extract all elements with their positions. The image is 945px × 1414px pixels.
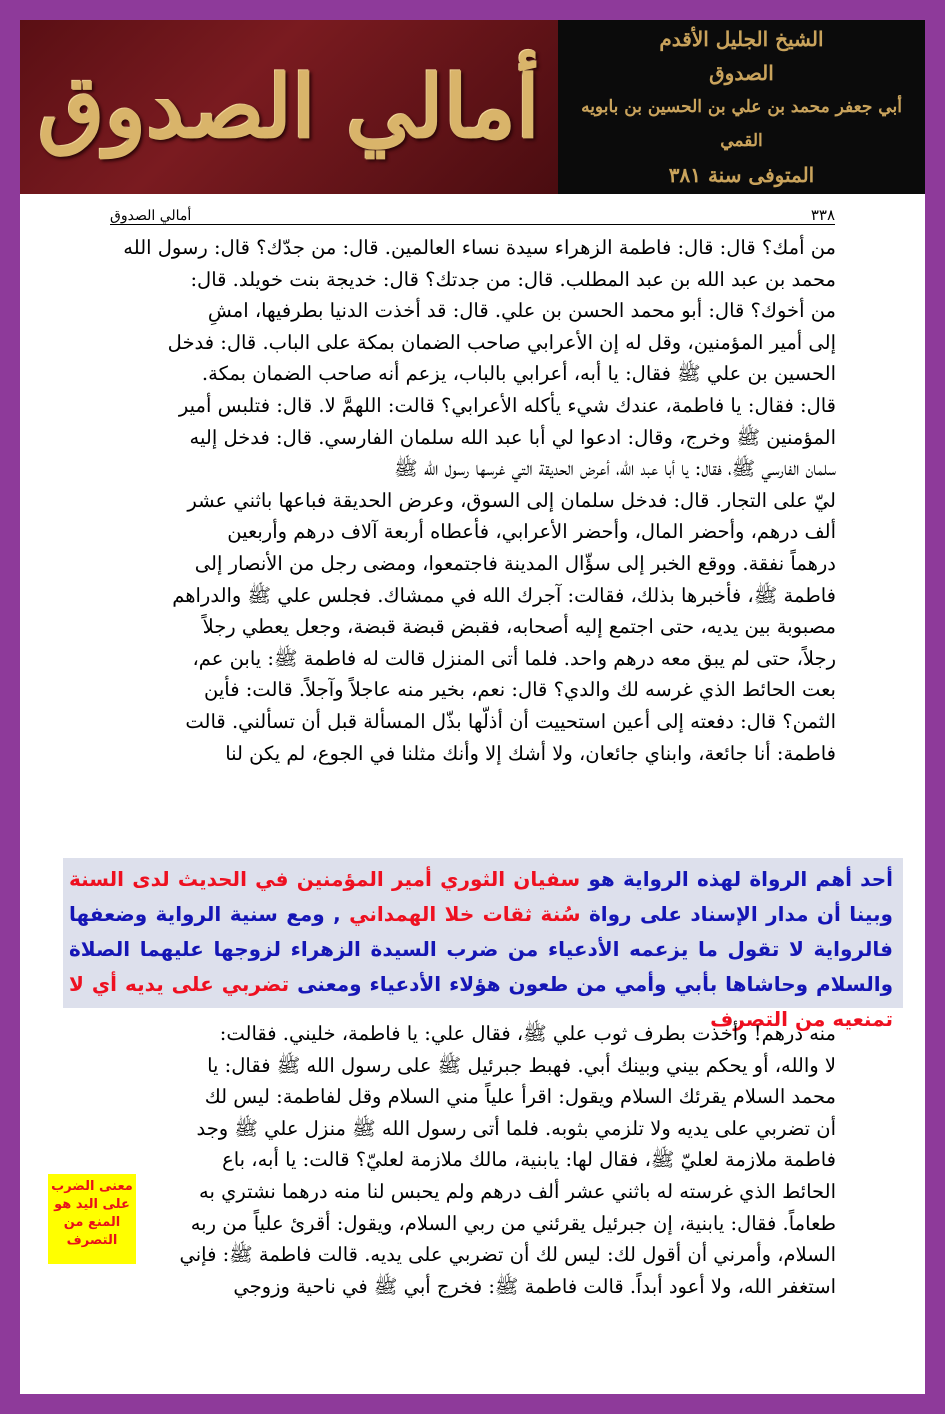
- text-line: محمد بن عبد الله بن عبد المطلب. قال: من جدتك؟ قال: خديجة بنت خويلد. قال:: [190, 267, 836, 291]
- text-line: فاطمة: أنا جائعة، وابناي جائعان، ولا أشك إلا وأنك مثلنا في الجوع، لم يكن لنا: [225, 741, 836, 765]
- text-line: استغفر الله، ولا أعود أبداً. قالت فاطمة ﷺ: فخرج أبي ﷺ في ناحية وزوجي: [233, 1274, 836, 1298]
- text-line: المؤمنين ﷺ وخرج، وقال: ادعوا لي أبا عبد الله سلمان الفارسي. قال: فدخل إليه: [189, 425, 836, 449]
- text-line: فاطمة ﷺ، فأخبرها بذلك، فقالت: آجرك الله في ممشاك. فجلس علي ﷺ والدراهم: [172, 583, 836, 607]
- text-line: سلمان الفارسي ﷺ، فقال: يا أبا عبد الله، أعرض الحديقة التي غرسها رسول الله ﷺ: [394, 457, 836, 481]
- author-line: الصدوق: [709, 61, 774, 85]
- text-top: [108, 232, 836, 769]
- note-segment: فالرواية لا تقول ما يزعمه الأدعياء من ضرب السيدة الزهراء لزوجها: [213, 937, 894, 961]
- text-line: قال: فقال: يا فاطمة، عندك شيء يأكله الأعرابي؟ قالت: اللهمَّ لا. قال: فتلبس أمير: [178, 393, 836, 417]
- text-line: منه درهم! وأخذت بطرف ثوب علي ﷺ، فقال علي: يا فاطمة، خليني. فقالت:: [219, 1022, 836, 1045]
- side-note: معنى الضرب على اليد هو المنع من التصرف: [48, 1174, 136, 1264]
- text-line: رجلاً، حتى لم يبق معه درهم واحد. فلما أتى المنزل قالت له فاطمة ﷺ: يابن عم،: [192, 646, 836, 670]
- text-bottom: [120, 1018, 836, 1302]
- book-title: أمالي الصدوق: [20, 20, 558, 194]
- text-line: السلام، وأمرني أن أقول لك: ليس لك أن تضربي على يديه. قالت فاطمة ﷺ: فإني: [179, 1243, 836, 1267]
- note-segment: عليهما الصلاة والسلام وحاشاها بأبي وأمي من طعون هؤلاء الأدعياء: [69, 937, 894, 996]
- text-line: محمد السلام يقرئك السلام ويقول: اقرأ علياً مني السلام وقل لفاطمة: ليس لك: [204, 1085, 836, 1109]
- note-segment: سفيان الثوري أمير المؤمنين في الحديث لدى السنة: [69, 867, 581, 891]
- note-segment: وبينا أن مدار الإسناد على رواة: [588, 902, 893, 926]
- text-line: فاطمة ملازمة لعليّ ﷺ، فقال لها: يابنية، مالك ملازمة لعليّ؟ قالت: يا أبه، باع: [222, 1148, 836, 1172]
- note-segment: ومعنى: [297, 972, 362, 996]
- text-line: طعاماً. فقال: يابنية، إن جبرئيل يقرئني من ربي السلام، ويقول: أقرئ علياً من ربه: [190, 1211, 836, 1235]
- page-header: [110, 200, 835, 225]
- running-title: أمالي الصدوق: [110, 208, 192, 224]
- note-segment: سُنة ثقات خلا الهمداني: [349, 902, 581, 926]
- author-plate: [558, 20, 925, 194]
- text-line: بعت الحائط الذي غرسه لك والدي؟ قال: نعم، بخير منه عاجلاً وآجلاً. قالت: فأين: [204, 678, 836, 702]
- text-line: أن تضربي على يديه ولا تلزمي بثوبه. فلما أتى رسول الله ﷺ منزل علي ﷺ وجد: [196, 1116, 836, 1140]
- commentary-note: [63, 858, 903, 1031]
- text-line: الثمن؟ قال: دفعته إلى أعين استحييت أن أذلّها بذّل المسألة قبل أن تسألني. قالت: [185, 709, 836, 733]
- text-line: درهماً نفقة. ووقع الخبر إلى سؤّال المدينة فاجتمعوا، ومضى رجل من الأنصار إلى: [194, 551, 836, 575]
- note-segment: , ومع سنية الرواية وضعفها: [69, 902, 341, 926]
- text-line: لا والله، أو يحكم بيني وبينك أبي. فهبط جبرئيل ﷺ على رسول الله ﷺ فقال: يا: [207, 1053, 836, 1077]
- text-line: مصبوبة بين يديه، حتى اجتمع إليه أصحابه، فقبض قبضة قبضة، وجعل يعطي رجلاً: [202, 615, 836, 639]
- page-number: ٣٣٨: [810, 206, 835, 224]
- page: [20, 20, 925, 1394]
- author-line: أبي جعفر محمد بن علي بن الحسين بن بابويه القمي: [581, 97, 902, 151]
- book-banner: [20, 20, 925, 194]
- note-segment: تضربي على يديه: [125, 972, 290, 996]
- text-line: ليّ على التجار. قال: فدخل سلمان إلى السوق، وعرض الحديقة فباعها باثني عشر: [187, 488, 836, 512]
- author-line: المتوفى سنة ٣٨١: [668, 163, 815, 187]
- note-segment: أحد أهم الرواة لهذه الرواية هو: [588, 867, 894, 891]
- note-segment: أي لا تمنعيه من التصرف: [69, 972, 893, 1031]
- text-line: الحسين بن علي ﷺ فقال: يا أبه، أعرابي بالباب، يزعم أنه صاحب الضمان بمكة.: [201, 362, 836, 386]
- text-line: من أخوك؟ قال: أبو محمد الحسن بن علي. قال: قد أخذت الدنيا بطرفيها، امشِ: [207, 299, 836, 323]
- text-line: من أمك؟ قال: قال: فاطمة الزهراء سيدة نساء العالمين. قال: من جدّك؟ قال: رسول الله: [123, 236, 836, 259]
- text-line: الحائط الذي غرسته له باثني عشر ألف درهم ولم يحبس لنا منه درهما نشتري به: [199, 1179, 836, 1203]
- author-line: الشيخ الجليل الأقدم: [659, 27, 824, 51]
- text-line: إلى أمير المؤمنين، وقل له إن الأعرابي صاحب الضمان بمكة على الباب. قال: فدخل: [167, 330, 836, 354]
- text-line: ألف درهم، وأحضر المال، وأحضر الأعرابي، فأعطاه أربعة آلاف درهم وأربعين: [227, 520, 836, 544]
